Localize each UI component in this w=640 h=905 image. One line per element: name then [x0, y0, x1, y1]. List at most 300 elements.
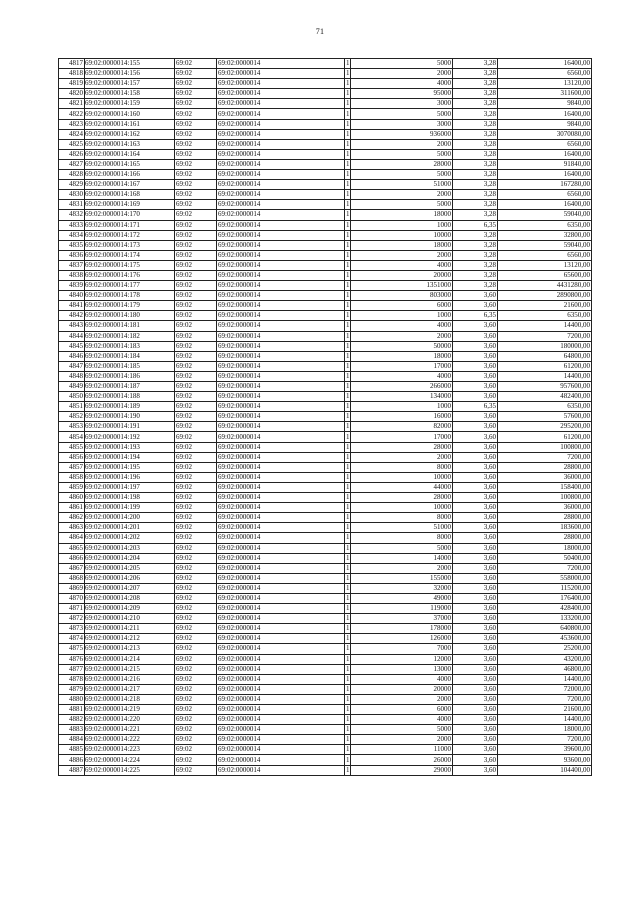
cadastral-number-cell: 69:02:0000014:211	[85, 624, 175, 634]
cadastral-value-cell: 61200,00	[498, 432, 592, 442]
cadastral-number-cell: 69:02:0000014:202	[85, 533, 175, 543]
cadastral-value-cell: 59040,00	[498, 210, 592, 220]
region-code-cell: 69:02	[175, 674, 217, 684]
region-code-cell: 69:02	[175, 291, 217, 301]
row-number-cell: 4820	[59, 89, 85, 99]
count-cell: 1	[346, 311, 350, 320]
cadastral-number-cell: 69:02:0000014:159	[85, 99, 175, 109]
area-cell: 18000	[351, 210, 453, 220]
region-code-cell: 69:02	[175, 583, 217, 593]
row-number-cell: 4849	[59, 382, 85, 392]
table-row	[59, 341, 592, 351]
region-code-cell: 69:02	[175, 210, 217, 220]
cadastral-number-cell: 69:02:0000014:197	[85, 482, 175, 492]
cadastral-number-cell: 69:02:0000014:221	[85, 725, 175, 735]
table-row	[59, 503, 592, 513]
count-cell: 1	[346, 240, 350, 249]
cadastral-number-cell: 69:02:0000014:223	[85, 745, 175, 755]
quarter-code-cell: 69:02:0000014	[217, 593, 345, 603]
specific-value-cell: 3,28	[453, 149, 498, 159]
cadastral-number-cell: 69:02:0000014:216	[85, 674, 175, 684]
table-row	[59, 462, 592, 472]
table-row	[59, 684, 592, 694]
row-number-cell: 4847	[59, 361, 85, 371]
row-number-cell: 4857	[59, 462, 85, 472]
quarter-code-cell: 69:02:0000014	[217, 654, 345, 664]
specific-value-cell: 3,28	[453, 119, 498, 129]
region-code-cell: 69:02	[175, 281, 217, 291]
cadastral-number-cell: 69:02:0000014:184	[85, 351, 175, 361]
count-cell: 1	[346, 200, 350, 209]
table-row	[59, 553, 592, 563]
specific-value-cell: 3,60	[453, 452, 498, 462]
specific-value-cell: 3,60	[453, 765, 498, 775]
cadastral-number-cell: 69:02:0000014:205	[85, 563, 175, 573]
count-cell: 1	[346, 634, 350, 643]
row-number-cell: 4843	[59, 321, 85, 331]
table-row	[59, 311, 592, 321]
area-cell: 178000	[351, 624, 453, 634]
count-cell: 1	[346, 503, 350, 512]
area-cell: 2000	[351, 331, 453, 341]
row-number-cell: 4846	[59, 351, 85, 361]
specific-value-cell: 3,60	[453, 341, 498, 351]
cadastral-value-cell: 6350,00	[498, 311, 592, 321]
quarter-code-cell: 69:02:0000014	[217, 725, 345, 735]
cadastral-value-cell: 6560,00	[498, 190, 592, 200]
area-cell: 5000	[351, 149, 453, 159]
row-number-cell: 4885	[59, 745, 85, 755]
cadastral-value-cell: 14400,00	[498, 321, 592, 331]
cadastral-number-cell: 69:02:0000014:215	[85, 664, 175, 674]
cadastral-value-cell: 39600,00	[498, 745, 592, 755]
table-row	[59, 715, 592, 725]
quarter-code-cell: 69:02:0000014	[217, 533, 345, 543]
quarter-code-cell: 69:02:0000014	[217, 139, 345, 149]
cadastral-number-cell: 69:02:0000014:186	[85, 371, 175, 381]
specific-value-cell: 3,60	[453, 442, 498, 452]
table-row	[59, 493, 592, 503]
specific-value-cell: 3,60	[453, 371, 498, 381]
specific-value-cell: 3,60	[453, 563, 498, 573]
quarter-code-cell: 69:02:0000014	[217, 412, 345, 422]
row-number-cell: 4819	[59, 79, 85, 89]
table-body	[59, 59, 592, 776]
cadastral-number-cell: 69:02:0000014:208	[85, 593, 175, 603]
quarter-code-cell: 69:02:0000014	[217, 180, 345, 190]
cadastral-value-cell: 43200,00	[498, 654, 592, 664]
area-cell: 37000	[351, 614, 453, 624]
row-number-cell: 4873	[59, 624, 85, 634]
area-cell: 2000	[351, 250, 453, 260]
region-code-cell: 69:02	[175, 533, 217, 543]
cadastral-value-cell: 28800,00	[498, 533, 592, 543]
specific-value-cell: 3,60	[453, 735, 498, 745]
region-code-cell: 69:02	[175, 129, 217, 139]
cadastral-number-cell: 69:02:0000014:201	[85, 523, 175, 533]
table-row	[59, 755, 592, 765]
count-cell: 1	[346, 109, 350, 118]
table-row	[59, 321, 592, 331]
quarter-code-cell: 69:02:0000014	[217, 371, 345, 381]
count-cell: 1	[346, 361, 350, 370]
cadastral-value-cell: 6560,00	[498, 69, 592, 79]
area-cell: 28000	[351, 493, 453, 503]
quarter-code-cell: 69:02:0000014	[217, 432, 345, 442]
specific-value-cell: 3,60	[453, 725, 498, 735]
cadastral-value-cell: 453600,00	[498, 634, 592, 644]
cadastral-number-cell: 69:02:0000014:191	[85, 422, 175, 432]
count-cell: 1	[346, 664, 350, 673]
quarter-code-cell: 69:02:0000014	[217, 452, 345, 462]
row-number-cell: 4851	[59, 402, 85, 412]
cadastral-value-cell: 16400,00	[498, 109, 592, 119]
specific-value-cell: 3,28	[453, 270, 498, 280]
count-cell: 1	[346, 442, 350, 451]
row-number-cell: 4869	[59, 583, 85, 593]
region-code-cell: 69:02	[175, 149, 217, 159]
row-number-cell: 4868	[59, 573, 85, 583]
table-row	[59, 200, 592, 210]
area-cell: 803000	[351, 291, 453, 301]
region-code-cell: 69:02	[175, 503, 217, 513]
table-row	[59, 674, 592, 684]
row-number-cell: 4881	[59, 705, 85, 715]
area-cell: 3000	[351, 119, 453, 129]
count-cell: 1	[346, 271, 350, 280]
quarter-code-cell: 69:02:0000014	[217, 220, 345, 230]
cadastral-value-cell: 7200,00	[498, 563, 592, 573]
region-code-cell: 69:02	[175, 361, 217, 371]
table-row	[59, 412, 592, 422]
region-code-cell: 69:02	[175, 644, 217, 654]
cadastral-number-cell: 69:02:0000014:219	[85, 705, 175, 715]
area-cell: 20000	[351, 270, 453, 280]
row-number-cell: 4833	[59, 220, 85, 230]
region-code-cell: 69:02	[175, 573, 217, 583]
specific-value-cell: 3,60	[453, 593, 498, 603]
quarter-code-cell: 69:02:0000014	[217, 462, 345, 472]
region-code-cell: 69:02	[175, 402, 217, 412]
cadastral-number-cell: 69:02:0000014:173	[85, 240, 175, 250]
row-number-cell: 4817	[59, 59, 85, 69]
area-cell: 134000	[351, 392, 453, 402]
quarter-code-cell: 69:02:0000014	[217, 331, 345, 341]
cadastral-value-cell: 93600,00	[498, 755, 592, 765]
row-number-cell: 4859	[59, 482, 85, 492]
quarter-code-cell: 69:02:0000014	[217, 321, 345, 331]
area-cell: 4000	[351, 321, 453, 331]
cadastral-value-cell: 311600,00	[498, 89, 592, 99]
count-cell: 1	[346, 341, 350, 350]
cadastral-value-cell: 16400,00	[498, 59, 592, 69]
count-cell: 1	[346, 351, 350, 360]
area-cell: 10000	[351, 230, 453, 240]
area-cell: 6000	[351, 705, 453, 715]
cadastral-number-cell: 69:02:0000014:161	[85, 119, 175, 129]
cadastral-number-cell: 69:02:0000014:188	[85, 392, 175, 402]
area-cell: 17000	[351, 432, 453, 442]
table-row	[59, 331, 592, 341]
count-cell: 1	[346, 735, 350, 744]
region-code-cell: 69:02	[175, 119, 217, 129]
count-cell: 1	[346, 139, 350, 148]
area-cell: 26000	[351, 755, 453, 765]
cadastral-number-cell: 69:02:0000014:164	[85, 149, 175, 159]
specific-value-cell: 3,60	[453, 654, 498, 664]
table-row	[59, 513, 592, 523]
quarter-code-cell: 69:02:0000014	[217, 260, 345, 270]
quarter-code-cell: 69:02:0000014	[217, 543, 345, 553]
region-code-cell: 69:02	[175, 371, 217, 381]
specific-value-cell: 3,60	[453, 715, 498, 725]
area-cell: 18000	[351, 351, 453, 361]
row-number-cell: 4879	[59, 684, 85, 694]
count-cell: 1	[346, 79, 350, 88]
region-code-cell: 69:02	[175, 765, 217, 775]
specific-value-cell: 3,60	[453, 422, 498, 432]
table-row	[59, 230, 592, 240]
count-cell: 1	[346, 402, 350, 411]
cadastral-value-cell: 59040,00	[498, 240, 592, 250]
specific-value-cell: 3,28	[453, 230, 498, 240]
specific-value-cell: 3,28	[453, 139, 498, 149]
quarter-code-cell: 69:02:0000014	[217, 503, 345, 513]
area-cell: 1000	[351, 220, 453, 230]
quarter-code-cell: 69:02:0000014	[217, 604, 345, 614]
quarter-code-cell: 69:02:0000014	[217, 382, 345, 392]
region-code-cell: 69:02	[175, 493, 217, 503]
count-cell: 1	[346, 230, 350, 239]
table-row	[59, 604, 592, 614]
cadastral-number-cell: 69:02:0000014:217	[85, 684, 175, 694]
cadastral-value-cell: 36000,00	[498, 472, 592, 482]
area-cell: 2000	[351, 69, 453, 79]
area-cell: 95000	[351, 89, 453, 99]
region-code-cell: 69:02	[175, 715, 217, 725]
count-cell: 1	[346, 705, 350, 714]
cadastral-number-cell: 69:02:0000014:212	[85, 634, 175, 644]
table-row	[59, 129, 592, 139]
area-cell: 17000	[351, 361, 453, 371]
specific-value-cell: 3,60	[453, 503, 498, 513]
cadastral-value-cell: 91840,00	[498, 159, 592, 169]
quarter-code-cell: 69:02:0000014	[217, 755, 345, 765]
cadastral-number-cell: 69:02:0000014:169	[85, 200, 175, 210]
cadastral-value-cell: 13120,00	[498, 260, 592, 270]
cadastral-number-cell: 69:02:0000014:203	[85, 543, 175, 553]
cadastral-number-cell: 69:02:0000014:158	[85, 89, 175, 99]
cadastral-number-cell: 69:02:0000014:185	[85, 361, 175, 371]
row-number-cell: 4839	[59, 281, 85, 291]
table-row	[59, 765, 592, 775]
quarter-code-cell: 69:02:0000014	[217, 159, 345, 169]
count-cell: 1	[346, 260, 350, 269]
area-cell: 5000	[351, 109, 453, 119]
table-row	[59, 220, 592, 230]
count-cell: 1	[346, 684, 350, 693]
cadastral-number-cell: 69:02:0000014:195	[85, 462, 175, 472]
area-cell: 2000	[351, 190, 453, 200]
quarter-code-cell: 69:02:0000014	[217, 270, 345, 280]
quarter-code-cell: 69:02:0000014	[217, 129, 345, 139]
count-cell: 1	[346, 321, 350, 330]
row-number-cell: 4861	[59, 503, 85, 513]
specific-value-cell: 3,60	[453, 432, 498, 442]
specific-value-cell: 3,60	[453, 644, 498, 654]
cadastral-value-cell: 6350,00	[498, 402, 592, 412]
cadastral-value-cell: 133200,00	[498, 614, 592, 624]
row-number-cell: 4835	[59, 240, 85, 250]
cadastral-number-cell: 69:02:0000014:204	[85, 553, 175, 563]
region-code-cell: 69:02	[175, 321, 217, 331]
cadastral-number-cell: 69:02:0000014:174	[85, 250, 175, 260]
cadastral-number-cell: 69:02:0000014:156	[85, 69, 175, 79]
region-code-cell: 69:02	[175, 99, 217, 109]
cadastral-number-cell: 69:02:0000014:181	[85, 321, 175, 331]
row-number-cell: 4855	[59, 442, 85, 452]
quarter-code-cell: 69:02:0000014	[217, 563, 345, 573]
cadastral-value-cell: 7200,00	[498, 694, 592, 704]
specific-value-cell: 6,35	[453, 402, 498, 412]
specific-value-cell: 3,60	[453, 412, 498, 422]
count-cell: 1	[346, 392, 350, 401]
row-number-cell: 4831	[59, 200, 85, 210]
area-cell: 8000	[351, 533, 453, 543]
quarter-code-cell: 69:02:0000014	[217, 523, 345, 533]
specific-value-cell: 3,60	[453, 583, 498, 593]
region-code-cell: 69:02	[175, 109, 217, 119]
specific-value-cell: 3,60	[453, 634, 498, 644]
cadastral-value-table	[58, 58, 592, 776]
region-code-cell: 69:02	[175, 422, 217, 432]
area-cell: 1351000	[351, 281, 453, 291]
cadastral-value-cell: 16400,00	[498, 149, 592, 159]
count-cell: 1	[346, 422, 350, 431]
cadastral-value-cell: 50400,00	[498, 553, 592, 563]
cadastral-number-cell: 69:02:0000014:168	[85, 190, 175, 200]
count-cell: 1	[346, 513, 350, 522]
cadastral-value-cell: 9840,00	[498, 99, 592, 109]
row-number-cell: 4842	[59, 311, 85, 321]
specific-value-cell: 3,28	[453, 59, 498, 69]
row-number-cell: 4826	[59, 149, 85, 159]
cadastral-value-cell: 18000,00	[498, 725, 592, 735]
quarter-code-cell: 69:02:0000014	[217, 634, 345, 644]
quarter-code-cell: 69:02:0000014	[217, 583, 345, 593]
region-code-cell: 69:02	[175, 654, 217, 664]
row-number-cell: 4882	[59, 715, 85, 725]
region-code-cell: 69:02	[175, 523, 217, 533]
cadastral-value-cell: 640800,00	[498, 624, 592, 634]
quarter-code-cell: 69:02:0000014	[217, 705, 345, 715]
region-code-cell: 69:02	[175, 553, 217, 563]
region-code-cell: 69:02	[175, 452, 217, 462]
quarter-code-cell: 69:02:0000014	[217, 694, 345, 704]
row-number-cell: 4845	[59, 341, 85, 351]
count-cell: 1	[346, 482, 350, 491]
area-cell: 10000	[351, 472, 453, 482]
cadastral-value-cell: 6560,00	[498, 250, 592, 260]
specific-value-cell: 3,28	[453, 250, 498, 260]
region-code-cell: 69:02	[175, 593, 217, 603]
row-number-cell: 4834	[59, 230, 85, 240]
area-cell: 14000	[351, 553, 453, 563]
table-row	[59, 392, 592, 402]
region-code-cell: 69:02	[175, 311, 217, 321]
quarter-code-cell: 69:02:0000014	[217, 109, 345, 119]
specific-value-cell: 3,28	[453, 79, 498, 89]
cadastral-value-cell: 16400,00	[498, 170, 592, 180]
area-cell: 2000	[351, 735, 453, 745]
page-number: 71	[315, 27, 325, 36]
quarter-code-cell: 69:02:0000014	[217, 200, 345, 210]
cadastral-number-cell: 69:02:0000014:155	[85, 59, 175, 69]
cadastral-value-cell: 61200,00	[498, 361, 592, 371]
table-row	[59, 402, 592, 412]
region-code-cell: 69:02	[175, 472, 217, 482]
row-number-cell: 4860	[59, 493, 85, 503]
specific-value-cell: 6,35	[453, 311, 498, 321]
cadastral-value-cell: 180000,00	[498, 341, 592, 351]
cadastral-number-cell: 69:02:0000014:163	[85, 139, 175, 149]
specific-value-cell: 3,60	[453, 351, 498, 361]
area-cell: 32000	[351, 583, 453, 593]
quarter-code-cell: 69:02:0000014	[217, 482, 345, 492]
cadastral-value-cell: 4431280,00	[498, 281, 592, 291]
quarter-code-cell: 69:02:0000014	[217, 79, 345, 89]
table-row	[59, 422, 592, 432]
area-cell: 5000	[351, 59, 453, 69]
table-row	[59, 351, 592, 361]
cadastral-number-cell: 69:02:0000014:171	[85, 220, 175, 230]
count-cell: 1	[346, 553, 350, 562]
quarter-code-cell: 69:02:0000014	[217, 422, 345, 432]
region-code-cell: 69:02	[175, 69, 217, 79]
cadastral-number-cell: 69:02:0000014:206	[85, 573, 175, 583]
row-number-cell: 4887	[59, 765, 85, 775]
quarter-code-cell: 69:02:0000014	[217, 291, 345, 301]
quarter-code-cell: 69:02:0000014	[217, 745, 345, 755]
row-number-cell: 4830	[59, 190, 85, 200]
quarter-code-cell: 69:02:0000014	[217, 402, 345, 412]
cadastral-number-cell: 69:02:0000014:187	[85, 382, 175, 392]
cadastral-value-cell: 6350,00	[498, 220, 592, 230]
quarter-code-cell: 69:02:0000014	[217, 230, 345, 240]
cadastral-value-cell: 428400,00	[498, 604, 592, 614]
table-row	[59, 59, 592, 69]
area-cell: 2000	[351, 694, 453, 704]
cadastral-value-cell: 176400,00	[498, 593, 592, 603]
region-code-cell: 69:02	[175, 59, 217, 69]
cadastral-value-cell: 46800,00	[498, 664, 592, 674]
region-code-cell: 69:02	[175, 159, 217, 169]
region-code-cell: 69:02	[175, 351, 217, 361]
area-cell: 6000	[351, 301, 453, 311]
specific-value-cell: 3,60	[453, 705, 498, 715]
cadastral-value-cell: 14400,00	[498, 715, 592, 725]
specific-value-cell: 3,60	[453, 472, 498, 482]
row-number-cell: 4818	[59, 69, 85, 79]
region-code-cell: 69:02	[175, 684, 217, 694]
area-cell: 28000	[351, 442, 453, 452]
cadastral-value-cell: 14400,00	[498, 371, 592, 381]
count-cell: 1	[346, 583, 350, 592]
cadastral-number-cell: 69:02:0000014:220	[85, 715, 175, 725]
quarter-code-cell: 69:02:0000014	[217, 99, 345, 109]
quarter-code-cell: 69:02:0000014	[217, 361, 345, 371]
cadastral-number-cell: 69:02:0000014:165	[85, 159, 175, 169]
